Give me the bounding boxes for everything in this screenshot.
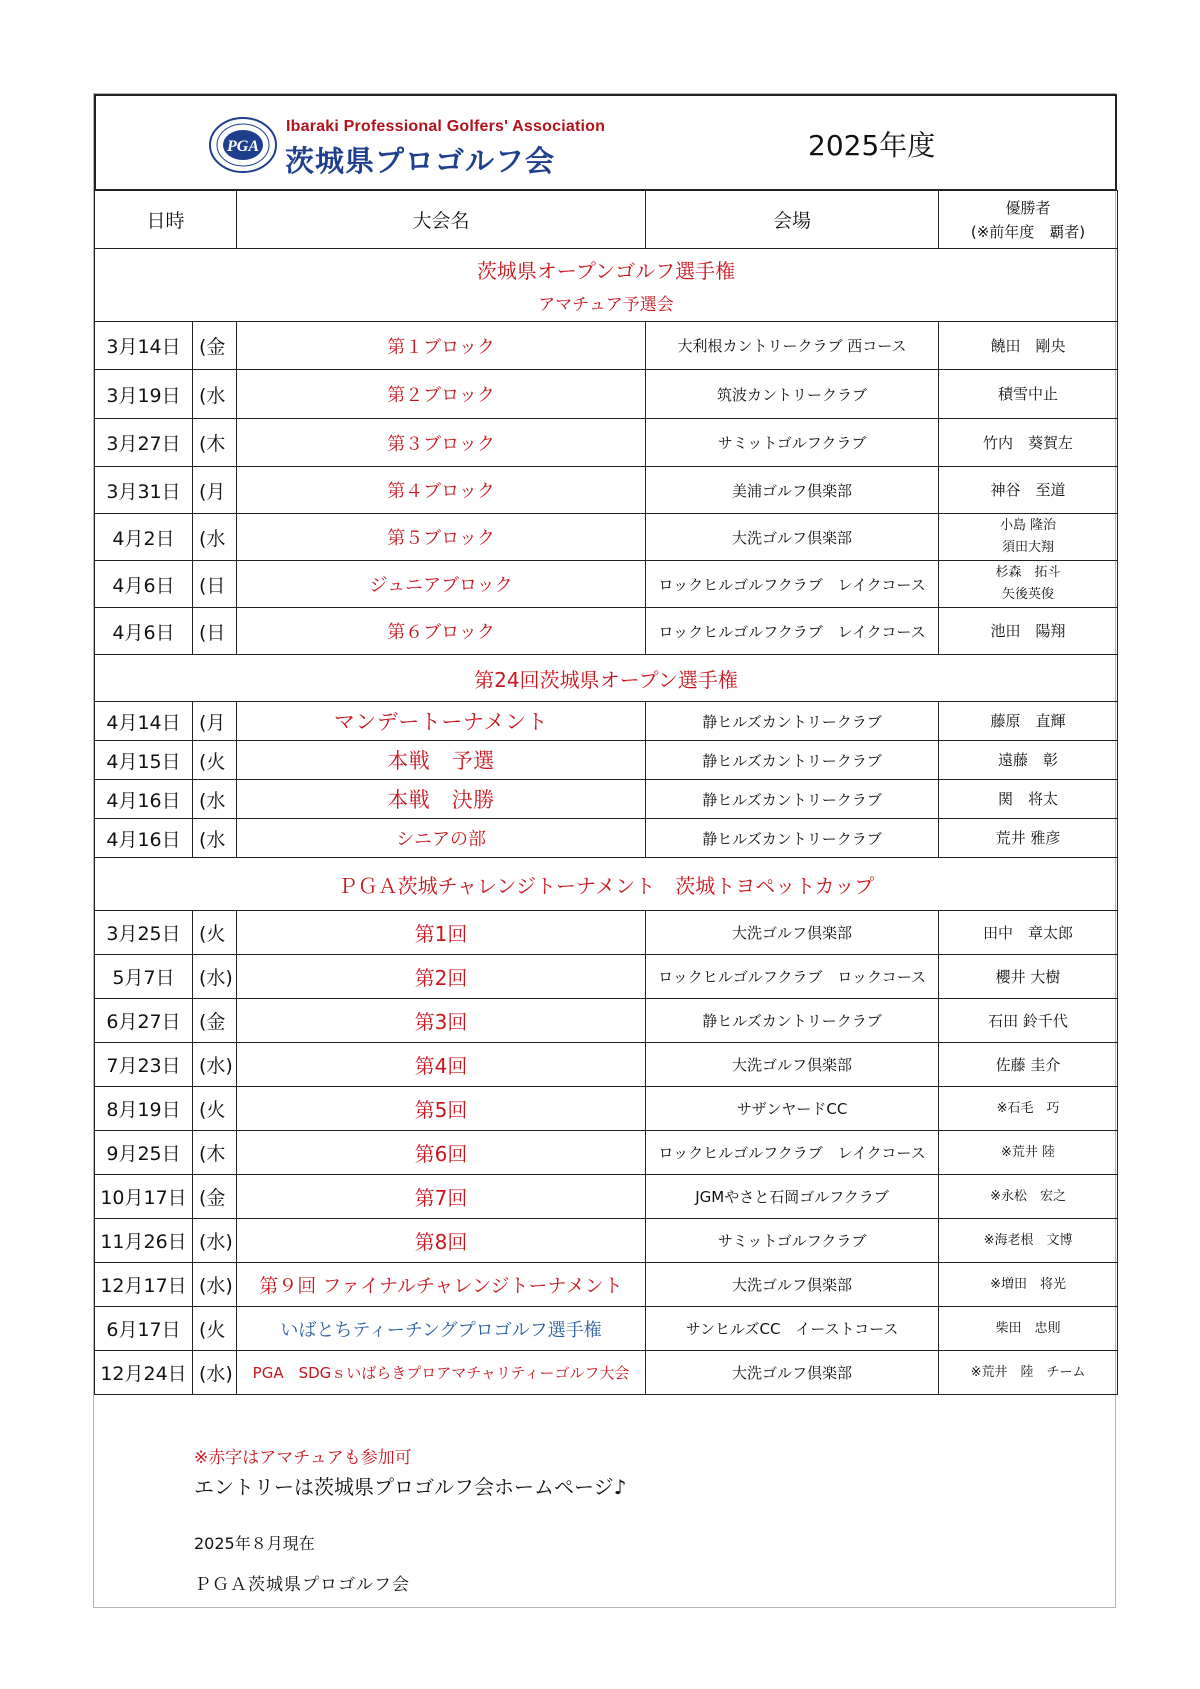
row-winner: ※荒井 陸 チーム [939,1351,1118,1395]
row-weekday: (水 [193,370,237,419]
row-venue: ロックヒルゴルフクラブ レイクコース [646,561,939,608]
table-header-row [95,191,1118,249]
row-venue: 大利根カントリークラブ 西コース [646,322,939,370]
row-weekday: (日 [193,608,237,655]
tournament-table [94,190,1118,1395]
row-weekday: (金 [193,1175,237,1219]
row-venue: サミットゴルフクラブ [646,1219,939,1263]
row-venue: ロックヒルゴルフクラブ ロックコース [646,955,939,999]
winner-name: 小島 隆治 [999,518,1057,533]
row-weekday: (水) [193,1219,237,1263]
row-date: 4月15日 [95,741,193,780]
row-winner: ※永松 宏之 [939,1175,1118,1219]
row-event: 第2回 [237,955,646,999]
row-event: ジュニアブロック [237,561,646,608]
row-date: 4月2日 [95,514,193,561]
row-venue: JGMやさと石岡ゴルフクラブ [646,1175,939,1219]
document-header [94,94,1117,191]
row-venue: サザンヤードCC [646,1087,939,1131]
section-title: ＰＧＡ茨城チャレンジトーナメント 茨城トヨペットカップ [95,858,1118,911]
row-date: 4月14日 [95,702,193,741]
row-weekday: (金 [193,999,237,1043]
row-date: 7月23日 [95,1043,193,1087]
row-date: 3月14日 [95,322,193,370]
row-date: 8月19日 [95,1087,193,1131]
row-winner: 関 将太 [939,780,1118,819]
row-event: マンデートーナメント [237,702,646,741]
row-venue: ロックヒルゴルフクラブ レイクコース [646,608,939,655]
table-row [95,1043,1118,1087]
row-event: 第４ブロック [237,467,646,514]
table-row [95,741,1118,780]
table-row [95,1175,1118,1219]
row-event: 第6回 [237,1131,646,1175]
row-venue: 美浦ゴルフ倶楽部 [646,467,939,514]
row-date: 4月16日 [95,780,193,819]
row-weekday: (水 [193,780,237,819]
row-event: シニアの部 [237,819,646,858]
table-row [95,1263,1118,1307]
row-event: 第６ブロック [237,608,646,655]
row-weekday: (水 [193,819,237,858]
table-row [95,322,1118,370]
row-date: 12月24日 [95,1351,193,1395]
row-weekday: (金 [193,322,237,370]
section-subtitle: アマチュア予選会 [538,295,674,315]
row-winner: 柴田 忠則 [939,1307,1118,1351]
row-venue: ロックヒルゴルフクラブ レイクコース [646,1131,939,1175]
row-date: 4月6日 [95,561,193,608]
row-weekday: (火 [193,911,237,955]
row-winner: 池田 陽翔 [939,608,1118,655]
row-event: 第5回 [237,1087,646,1131]
fiscal-year: 2025年度 [808,129,936,162]
row-date: 9月25日 [95,1131,193,1175]
row-winner: ※石毛 巧 [939,1087,1118,1131]
row-event: 第4回 [237,1043,646,1087]
row-event: 第９回 ファイナルチャレンジトーナメント [237,1263,646,1307]
row-date: 10月17日 [95,1175,193,1219]
row-winner: 藤原 直輝 [939,702,1118,741]
winner-name: 須田大翔 [1002,540,1055,555]
row-weekday: (火 [193,1307,237,1351]
row-winner: 遠藤 彰 [939,741,1118,780]
table-row [95,467,1118,514]
table-row [95,911,1118,955]
table-row [95,1087,1118,1131]
row-winner: ※海老根 文博 [939,1219,1118,1263]
row-winner [939,561,1118,608]
row-weekday: (日 [193,561,237,608]
table-row [95,819,1118,858]
org-english-name: Ibaraki Professional Golfers' Association [286,118,606,135]
row-winner: 積雪中止 [939,370,1118,419]
venue-column-header: 会場 [646,191,939,249]
row-date: 6月17日 [95,1307,193,1351]
table-row [95,702,1118,741]
row-date: 12月17日 [95,1263,193,1307]
section-header [95,249,1118,322]
row-date: 11月26日 [95,1219,193,1263]
winner-name: 矢後英俊 [1002,587,1055,602]
row-weekday: (火 [193,741,237,780]
row-venue: 大洗ゴルフ倶楽部 [646,1263,939,1307]
section-header-row [95,858,1118,911]
row-winner: 饒田 剛央 [939,322,1118,370]
amateur-note: ※赤字はアマチュアも参加可 [194,1448,412,1468]
row-weekday: (火 [193,1087,237,1131]
row-winner [939,514,1118,561]
org-japanese-name: 茨城県プロゴルフ会 [285,144,556,178]
winner-header-line1: 優勝者 [1005,198,1051,217]
row-venue: 筑波カントリークラブ [646,370,939,419]
table-row [95,1219,1118,1263]
table-row [95,1131,1118,1175]
organization-signature: ＰＧＡ茨城県プロゴルフ会 [194,1575,410,1595]
row-venue: 静ヒルズカントリークラブ [646,741,939,780]
section-title: 茨城県オープンゴルフ選手権 [476,259,736,283]
row-venue: 静ヒルズカントリークラブ [646,999,939,1043]
as-of-date: 2025年８月現在 [194,1534,315,1553]
event-column-header: 大会名 [237,191,646,249]
table-row [95,608,1118,655]
pga-seal-icon [208,116,278,174]
table-row [95,561,1118,608]
row-date: 3月19日 [95,370,193,419]
entry-note: エントリーは茨城県プロゴルフ会ホームページ♪ [194,1475,627,1499]
winner-column-header [939,191,1118,249]
table-row [95,514,1118,561]
row-event: 本戦 決勝 [237,780,646,819]
logo-letters: PGA [227,138,259,155]
row-date: 3月25日 [95,911,193,955]
table-row [95,370,1118,419]
row-event: 第１ブロック [237,322,646,370]
row-event: 第3回 [237,999,646,1043]
table-row [95,419,1118,467]
table-row [95,1307,1118,1351]
row-venue: 大洗ゴルフ倶楽部 [646,514,939,561]
row-winner: 神谷 至道 [939,467,1118,514]
row-date: 6月27日 [95,999,193,1043]
document-footer [94,1407,1117,1607]
row-winner: 竹内 葵賀左 [939,419,1118,467]
schedule-sheet [93,93,1116,1608]
row-winner: 荒井 雅彦 [939,819,1118,858]
date-column-header: 日時 [95,191,237,249]
row-event: 第２ブロック [237,370,646,419]
row-event: PGA SDGｓいばらきプロアマチャリティーゴルフ大会 [237,1351,646,1395]
row-weekday: (水) [193,955,237,999]
section-title: 第24回茨城県オープン選手権 [95,655,1118,702]
row-venue: 大洗ゴルフ倶楽部 [646,1043,939,1087]
row-winner: 櫻井 大樹 [939,955,1118,999]
section-header-row [95,249,1118,322]
section-header-row [95,655,1118,702]
row-date: 5月7日 [95,955,193,999]
row-event: 第8回 [237,1219,646,1263]
row-weekday: (木 [193,419,237,467]
row-venue: 静ヒルズカントリークラブ [646,780,939,819]
row-weekday: (水) [193,1263,237,1307]
table-row [95,999,1118,1043]
row-date: 4月16日 [95,819,193,858]
row-winner: ※増田 将光 [939,1263,1118,1307]
row-weekday: (木 [193,1131,237,1175]
row-venue: 静ヒルズカントリークラブ [646,819,939,858]
winner-name: 杉森 拓斗 [995,565,1061,580]
row-winner: 石田 鈴千代 [939,999,1118,1043]
row-venue: 大洗ゴルフ倶楽部 [646,911,939,955]
row-date: 4月6日 [95,608,193,655]
row-date: 3月27日 [95,419,193,467]
row-event: 第５ブロック [237,514,646,561]
row-event: 第1回 [237,911,646,955]
row-venue: 大洗ゴルフ倶楽部 [646,1351,939,1395]
row-weekday: (月 [193,702,237,741]
row-weekday: (水) [193,1043,237,1087]
row-weekday: (水 [193,514,237,561]
table-row [95,1351,1118,1395]
row-winner: ※荒井 陸 [939,1131,1118,1175]
row-winner: 佐藤 圭介 [939,1043,1118,1087]
row-venue: サミットゴルフクラブ [646,419,939,467]
table-row [95,955,1118,999]
row-event: 第7回 [237,1175,646,1219]
winner-header-line2: (※前年度 覇者) [970,222,1086,241]
row-venue: 静ヒルズカントリークラブ [646,702,939,741]
row-event: いばとちティーチングプロゴルフ選手権 [237,1307,646,1351]
row-weekday: (水) [193,1351,237,1395]
row-event: 第３ブロック [237,419,646,467]
table-row [95,780,1118,819]
row-weekday: (月 [193,467,237,514]
row-date: 3月31日 [95,467,193,514]
row-winner: 田中 章太郎 [939,911,1118,955]
row-event: 本戦 予選 [237,741,646,780]
row-venue: サンヒルズCC イーストコース [646,1307,939,1351]
